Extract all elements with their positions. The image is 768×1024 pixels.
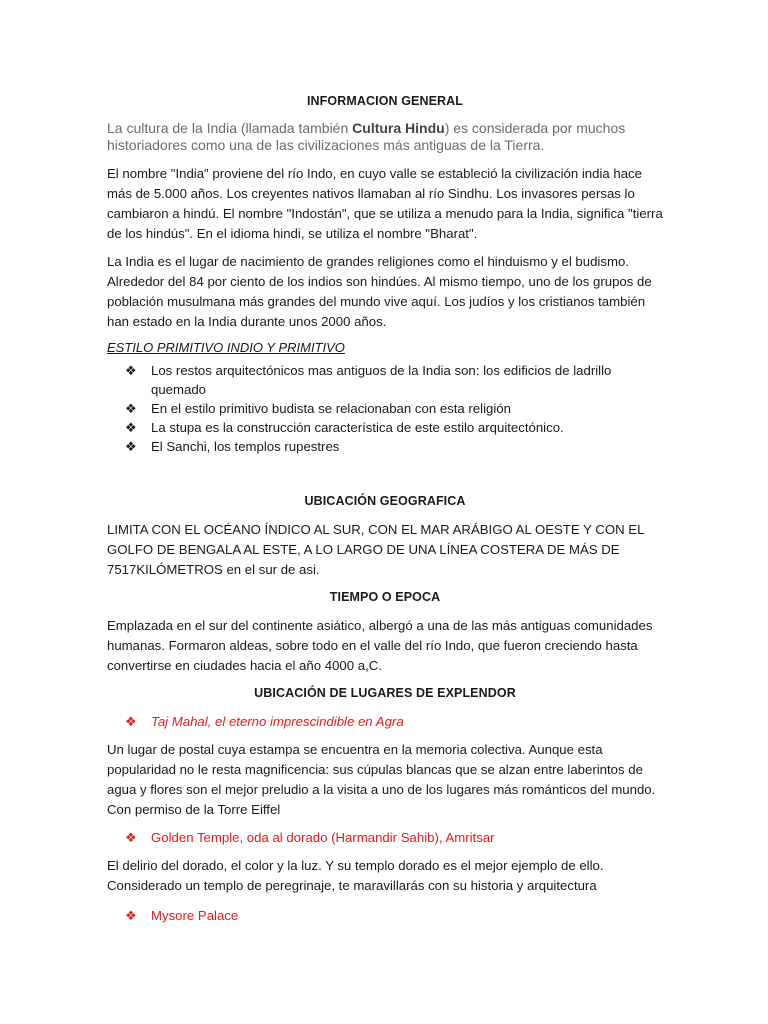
paragraph-golden-temple: El delirio del dorado, el color y la luz. Y su templo dorado es el mejor ejemplo de ello. Considerado un templo de peregrinaje, te maravillarás con su historia y arquitectura: [107, 858, 604, 893]
list-item: [125, 399, 663, 418]
paragraph-india-name: El nombre "India" proviene del río Indo, en cuyo valle se estableció la civilización india hace más de 5.000 años. Los creyentes nativos llamaban al río Sindhu. Los invasores persas lo cambiaron a hindú. El nombre "Indostán", que se utiliza a menudo para la India, significa "tierra de los hindús". En el idioma hindi, se utiliza el nombre "Bharat".: [107, 166, 663, 241]
diamond-bullet-icon: ❖: [125, 830, 137, 845]
heading-tiempo-epoca: TIEMPO O EPOCA: [329, 590, 441, 604]
list-item-text: Los restos arquitectónicos mas antiguos de la India son: los edificios de ladrillo quemado: [151, 363, 612, 397]
diamond-bullet-icon: ❖: [125, 714, 137, 729]
place-title-text: Mysore Palace: [151, 908, 239, 923]
heading-informacion-general: INFORMACION GENERAL: [306, 94, 464, 108]
list-item: [125, 361, 663, 399]
place-title-text: Golden Temple, oda al dorado (Harmandir Sahib), Amritsar: [151, 830, 495, 845]
document-content: [107, 91, 663, 934]
diamond-bullet-icon: ❖: [125, 420, 137, 435]
intro-part2: ) es considerada por muchos historiadores como una de las civilizaciones más antiguas de la Tierra.: [107, 120, 626, 153]
place-golden-temple-title: [107, 828, 663, 848]
intro-paragraph: [107, 120, 663, 154]
paragraph-geografia: LIMITA CON EL OCÉANO ÍNDICO AL SUR, CON EL MAR ARÁBIGO AL OESTE Y CON EL GOLFO DE BENGALA AL ESTE, A LO LARGO DE UNA LÍNEA COSTERA DE MÁS DE 7517KILÓMETROS en el sur de asi.: [107, 522, 644, 577]
place-taj-mahal-title: [107, 712, 663, 732]
list-item-text: La stupa es la construcción característica de este estilo arquitectónico.: [151, 420, 564, 435]
paragraph-taj-mahal: Un lugar de postal cuya estampa se encuentra en la memoria colectiva. Aunque esta popularidad no le resta magnificencia: sus cúpulas blancas que se alzan entre laberintos de agua y flores son el mejor preludio a la visita a uno de los lugares más románticos del mundo. Con permiso de la Torre Eiffel: [107, 742, 656, 817]
diamond-bullet-icon: ❖: [125, 363, 137, 378]
list-item: [125, 437, 663, 456]
diamond-bullet-icon: ❖: [125, 908, 137, 923]
list-item-text: En el estilo primitivo budista se relacionaban con esta religión: [151, 401, 511, 416]
list-item-text: El Sanchi, los templos rupestres: [151, 439, 340, 454]
place-title-text: Taj Mahal, el eterno imprescindible en Agra: [151, 714, 404, 729]
paragraph-religions: La India es el lugar de nacimiento de grandes religiones como el hinduismo y el budismo. Alrededor del 84 por ciento de los indios son hindúes. Al mismo tiempo, uno de los grupos de población musulmana más grandes del mundo vive aquí. Los judíos y los cristianos también han estado en la India durante unos 2000 años.: [107, 254, 652, 329]
place-mysore-palace-title: [107, 906, 663, 926]
paragraph-epoca: Emplazada en el sur del continente asiático, albergó a una de las más antiguas comunidades humanas. Formaron aldeas, sobre todo en el valle del río Indo, que fueron creciendo hasta convertirse en ciudades hacia el año 4000 a,C.: [107, 618, 653, 673]
subtitle-estilo-primitivo: ESTILO PRIMITIVO INDIO Y PRIMITIVO: [107, 340, 345, 355]
intro-bold: Cultura Hindu: [352, 120, 445, 136]
intro-part1: La cultura de la India (llamada también: [107, 120, 353, 136]
diamond-bullet-icon: ❖: [125, 439, 137, 454]
diamond-bullet-icon: ❖: [125, 401, 137, 416]
style-bullet-list: [107, 361, 663, 456]
heading-ubicacion-geografica: UBICACIÓN GEOGRAFICA: [304, 494, 466, 508]
list-item: [125, 418, 663, 437]
heading-lugares-explendor: UBICACIÓN DE LUGARES DE EXPLENDOR: [254, 686, 516, 700]
